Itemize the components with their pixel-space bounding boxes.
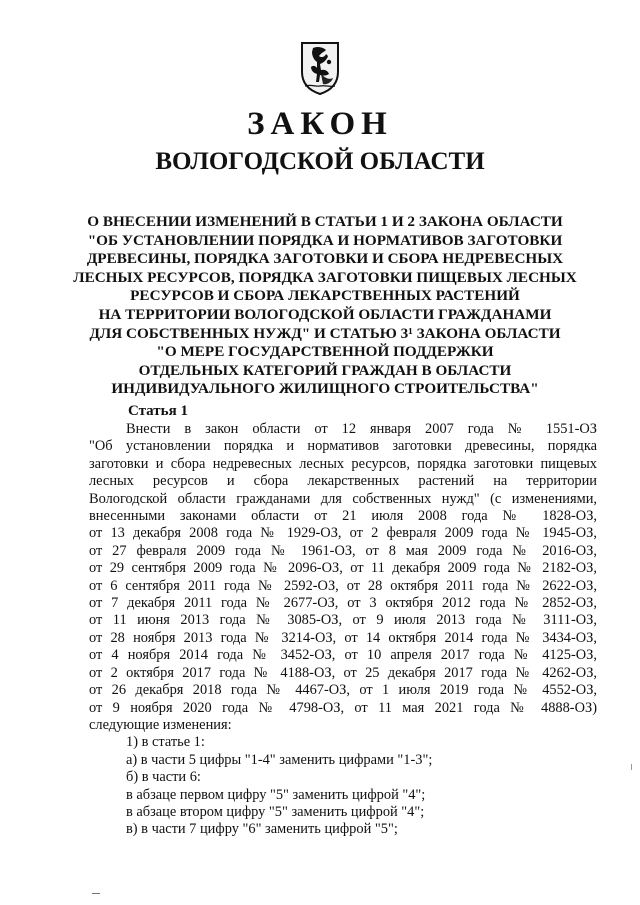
- heading-line: ЛЕСНЫХ РЕСУРСОВ, ПОРЯДКА ЗАГОТОВКИ ПИЩЕВЫХ ЛЕСНЫХ: [73, 268, 577, 286]
- heading-line: РЕСУРСОВ И СБОРА ЛЕКАРСТВЕННЫХ РАСТЕНИЙ: [130, 287, 520, 305]
- body-line: от 6 сентября 2011 года № 2592-ОЗ, от 28 октября 2011 года № 2622-ОЗ,: [89, 577, 597, 594]
- heading-line: ОТДЕЛЬНЫХ КАТЕГОРИЙ ГРАЖДАН В ОБЛАСТИ: [138, 361, 512, 379]
- heading-line: ДЛЯ СОБСТВЕННЫХ НУЖД" И СТАТЬЮ 3¹ ЗАКОНА ОБЛАСТИ: [89, 324, 561, 342]
- list-item: б) в части 6:: [126, 769, 201, 786]
- body-line: лесных ресурсов и сбора лекарственных растений на территории: [89, 473, 597, 490]
- heading-line: ИНДИВИДУАЛЬНОГО ЖИЛИЩНОГО СТРОИТЕЛЬСТВА": [111, 380, 539, 398]
- scan-mark: [92, 893, 100, 894]
- body-line: от 27 февраля 2009 года № 1961-ОЗ, от 8 мая 2009 года № 2016-ОЗ,: [89, 542, 597, 559]
- body-line: от 9 ноября 2020 года № 4798-ОЗ, от 11 мая 2021 года № 4888-ОЗ): [89, 699, 597, 716]
- article-body: [89, 421, 597, 839]
- list-item: в абзаце первом цифру "5" заменить цифрой "4";: [126, 786, 426, 803]
- heading-line: НА ТЕРРИТОРИИ ВОЛОГОДСКОЙ ОБЛАСТИ ГРАЖДАНАМИ: [98, 305, 552, 323]
- body-line: заготовки и сбора недревесных лесных ресурсов, порядка заготовки пищевых: [89, 455, 597, 472]
- body-line: от 11 июня 2013 года № 3085-ОЗ, от 9 июля 2013 года № 3111-ОЗ,: [89, 612, 597, 629]
- law-heading: [70, 213, 580, 399]
- body-line: внесенными законами области от 21 июля 2008 года № 1828-ОЗ,: [89, 508, 597, 525]
- document-title: ЗАКОН: [247, 106, 393, 142]
- list-item: 1) в статье 1:: [126, 734, 205, 751]
- body-line: от 7 декабря 2011 года № 2677-ОЗ, от 3 октября 2012 года № 2852-ОЗ,: [89, 595, 597, 612]
- article-heading: Статья 1: [128, 403, 188, 419]
- body-line: от 28 ноября 2013 года № 3214-ОЗ, от 14 октября 2014 года № 3434-ОЗ,: [89, 629, 597, 646]
- body-line: от 29 сентября 2009 года № 2096-ОЗ, от 11 декабря 2009 года № 2182-ОЗ,: [89, 560, 597, 577]
- body-line: от 4 ноября 2014 года № 3452-ОЗ, от 10 апреля 2017 года № 4125-ОЗ,: [89, 647, 597, 664]
- list-item: в) в части 7 цифру "6" заменить цифрой "5";: [126, 821, 398, 838]
- document-subtitle: ВОЛОГОДСКОЙ ОБЛАСТИ: [155, 148, 485, 175]
- heading-line: О ВНЕСЕНИИ ИЗМЕНЕНИЙ В СТАТЬИ 1 И 2 ЗАКОНА ОБЛАСТИ: [87, 213, 563, 230]
- body-line: от 13 декабря 2008 года № 1929-ОЗ, от 2 февраля 2009 года № 1945-ОЗ,: [89, 525, 597, 542]
- scan-mark: [631, 764, 632, 770]
- list-item: в абзаце втором цифру "5" заменить цифрой "4";: [126, 803, 425, 820]
- body-line: от 26 декабря 2018 года № 4467-ОЗ, от 1 июля 2019 года № 4552-ОЗ,: [89, 682, 597, 699]
- body-line: "Об установлении порядка и нормативов заготовки древесины, порядка: [89, 438, 597, 455]
- heading-line: "ОБ УСТАНОВЛЕНИИ ПОРЯДКА И НОРМАТИВОВ ЗАГОТОВКИ: [87, 231, 563, 249]
- body-line: Вологодской области гражданами для собственных нужд" (с изменениями,: [89, 490, 597, 507]
- vologda-coat-of-arms-icon: [299, 40, 341, 96]
- body-line: от 2 октября 2017 года № 4188-ОЗ, от 25 декабря 2017 года № 4262-ОЗ,: [89, 664, 597, 681]
- body-line: следующие изменения:: [89, 716, 232, 733]
- heading-line: "О МЕРЕ ГОСУДАРСТВЕННОЙ ПОДДЕРЖКИ: [156, 343, 494, 361]
- heading-line: ДРЕВЕСИНЫ, ПОРЯДКА ЗАГОТОВКИ И СБОРА НЕДРЕВЕСНЫХ: [86, 250, 564, 268]
- list-item: а) в части 5 цифры "1-4" заменить цифрами "1-3";: [126, 751, 433, 768]
- body-line: Внести в закон области от 12 января 2007 года № 1551-ОЗ: [126, 421, 597, 437]
